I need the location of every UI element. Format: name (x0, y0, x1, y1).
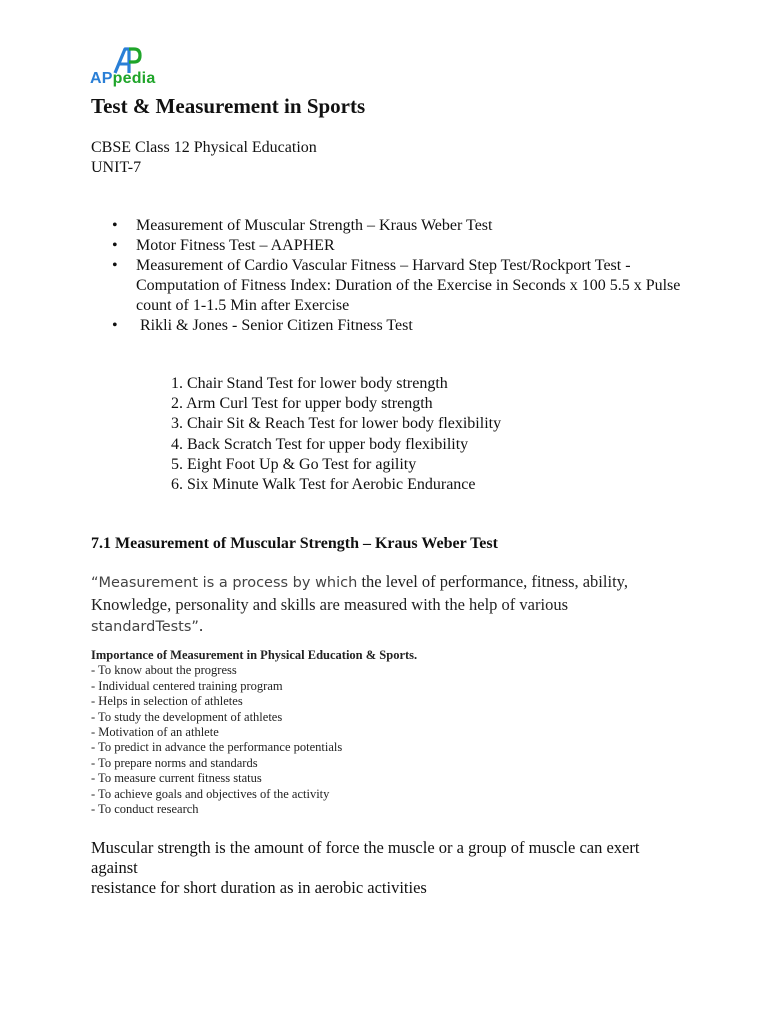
numbered-item: 5. Eight Foot Up & Go Test for agility (171, 455, 417, 473)
bullet-text: Rikli & Jones - Senior Citizen Fitness Test (136, 317, 413, 334)
appedia-logo (90, 46, 180, 90)
numbered-item: 4. Back Scratch Test for upper body flexibility (171, 435, 469, 453)
bullet-text: Measurement of Muscular Strength – Kraus Weber Test (136, 217, 493, 234)
importance-item: - Motivation of an athlete (91, 725, 219, 740)
importance-section (91, 648, 417, 817)
numbered-item: 1. Chair Stand Test for lower body strength (171, 375, 448, 392)
importance-item: - To measure current fitness status (91, 771, 262, 786)
bullet-marker: • (112, 237, 118, 254)
strength-line-2: against (91, 858, 138, 877)
importance-item: - To predict in advance the performance potentials (91, 740, 343, 755)
section-heading: 7.1 Measurement of Muscular Strength – Kraus Weber Test (91, 535, 498, 552)
bullet-item (112, 236, 682, 256)
page-title: Test & Measurement in Sports (91, 94, 366, 118)
bullet-text: Measurement of Cardio Vascular Fitness – Harvard Step Test/Rockport Test - Computation of Fitness Index: Duration of the Exercise in Seconds x 100 5.5 x Pulse count of 1-1.5 Min after Exercise (136, 257, 681, 314)
bullet-item (112, 256, 682, 316)
importance-title: Importance of Measurement in Physical Education & Sports. (91, 648, 418, 662)
bullet-text: Motor Fitness Test – AAPHER (136, 237, 335, 254)
importance-item: - To know about the progress (91, 663, 237, 678)
quote-part-2: the level of performance, fitness, ability, Knowledge, personality and skills are measured with the help of various (91, 572, 628, 614)
muscular-strength-paragraph (91, 838, 671, 898)
logo-text-pedia: pedia (112, 70, 156, 87)
subtitle-course: CBSE Class 12 Physical Education (91, 139, 317, 156)
topic-bullet-list (112, 216, 682, 336)
bullet-marker: • (112, 257, 118, 274)
importance-item: - To study the development of athletes (91, 709, 283, 724)
importance-list (91, 663, 417, 817)
strength-line-3: resistance for short duration as in aerobic activities (91, 878, 427, 897)
importance-item: - Individual centered training program (91, 678, 283, 693)
quote-part-4: . (198, 616, 204, 635)
importance-item: - To conduct research (91, 802, 199, 817)
logo-text (90, 70, 155, 88)
bullet-marker: • (112, 317, 118, 334)
importance-item: - Helps in selection of athletes (91, 694, 243, 709)
bullet-item (112, 216, 682, 236)
senior-fitness-test-list (171, 374, 501, 495)
subtitle-unit: UNIT-7 (91, 159, 142, 176)
strength-line-1: Muscular strength is the amount of force the muscle or a group of muscle can exert (91, 838, 640, 857)
numbered-item: 2. Arm Curl Test for upper body strength (171, 395, 433, 413)
numbered-item: 3. Chair Sit & Reach Test for lower body flexibility (171, 415, 502, 433)
bullet-marker: • (112, 217, 118, 234)
quote-part-1: “Measurement is a process by which (91, 575, 358, 591)
measurement-definition-quote (91, 571, 671, 638)
quote-part-3: standardTests” (91, 619, 199, 635)
importance-item: - To achieve goals and objectives of the activity (91, 786, 330, 801)
bullet-item (112, 316, 682, 336)
logo-text-ap: AP (90, 70, 113, 87)
importance-item: - To prepare norms and standards (91, 755, 258, 770)
numbered-item: 6. Six Minute Walk Test for Aerobic Endurance (171, 476, 476, 494)
